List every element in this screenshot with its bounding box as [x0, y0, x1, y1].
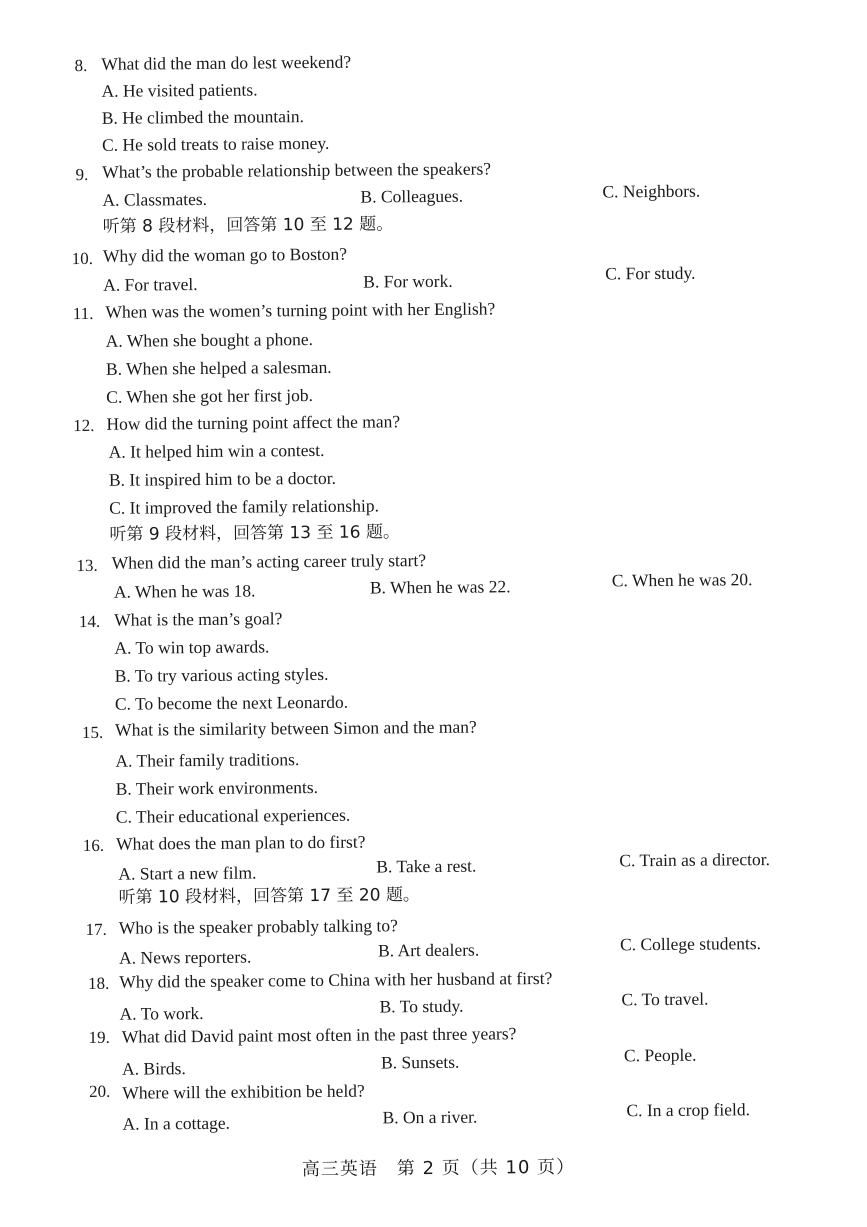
option-row — [119, 946, 251, 969]
question-text: What is the man’s goal? — [114, 608, 283, 630]
option-text: News reporters. — [140, 946, 252, 968]
option-label: A. — [119, 947, 137, 968]
option-label: C. — [605, 263, 622, 284]
option-row — [602, 180, 700, 203]
question-number: 11. — [72, 303, 94, 324]
option-text: To try various acting styles. — [134, 663, 329, 686]
option-text: When she bought a phone. — [126, 329, 314, 351]
page-footer: 高三英语 第 2 页（共 10 页） — [301, 1156, 576, 1181]
option-label: C. — [115, 806, 133, 827]
option-label: B. — [114, 665, 131, 686]
question-number: 15. — [81, 722, 104, 743]
question-number: 17. — [85, 919, 107, 940]
option-row — [114, 580, 256, 603]
option-row — [624, 1044, 697, 1067]
option-row — [120, 1002, 204, 1025]
option-label: A. — [114, 637, 132, 658]
option-row — [102, 132, 329, 156]
option-row — [102, 105, 304, 129]
option-text: To become the next Leonardo. — [134, 691, 349, 714]
option-label: A. — [103, 274, 121, 295]
section-instruction: 听第 8 段材料，回答第 10 至 12 题。 — [102, 214, 394, 237]
option-label: B. — [108, 469, 126, 490]
option-text: For study. — [625, 262, 696, 284]
option-text: Art dealers. — [397, 939, 480, 961]
option-label: B. — [105, 358, 123, 379]
option-text: Take a rest. — [396, 855, 477, 877]
option-text: For work. — [383, 270, 453, 292]
option-text: Their work environments. — [135, 776, 319, 799]
question-number: 19. — [88, 1027, 110, 1047]
option-text: He visited patients. — [122, 79, 258, 101]
question-text: What does the man plan to do first? — [116, 831, 366, 854]
option-label: B. — [101, 107, 118, 128]
option-text: He sold treats to raise money. — [122, 132, 330, 155]
option-row — [122, 1057, 186, 1080]
option-label: A. — [105, 330, 123, 351]
option-label: B. — [382, 1107, 399, 1128]
option-row — [381, 1051, 459, 1074]
option-row — [109, 467, 336, 491]
section-instruction: 听第 9 段材料，回答第 13 至 16 题。 — [109, 522, 401, 545]
option-text: Colleagues. — [380, 185, 464, 207]
option-label: C. — [619, 850, 636, 871]
option-row — [122, 1112, 230, 1135]
option-text: Neighbors. — [622, 180, 701, 202]
option-label: C. — [621, 989, 638, 1010]
option-label: A. — [115, 750, 133, 771]
question-text: Why did the speaker come to China with her husband at first? — [119, 967, 553, 992]
option-row — [109, 494, 379, 518]
option-label: B. — [115, 778, 132, 799]
option-row — [605, 262, 695, 285]
option-label: C. — [109, 497, 126, 518]
option-label: A. — [122, 1113, 140, 1134]
question-text: What did the man do lest weekend? — [101, 51, 352, 74]
option-row — [378, 939, 479, 962]
option-text: He climbed the mountain. — [122, 106, 305, 128]
option-row — [103, 273, 197, 296]
option-row — [620, 932, 761, 955]
option-row — [619, 848, 770, 871]
option-label: A. — [119, 1003, 137, 1024]
option-label: C. — [626, 1100, 643, 1121]
question-number: 8. — [74, 55, 88, 76]
option-label: A. — [118, 863, 136, 884]
option-text: It helped him win a contest. — [129, 439, 325, 462]
question-text: How did the turning point affect the man? — [106, 411, 401, 434]
option-label: C. — [114, 693, 132, 714]
option-text: To travel. — [641, 988, 709, 1010]
question-number: 16. — [82, 835, 105, 856]
option-row — [612, 568, 753, 591]
option-text: Start a new film. — [139, 862, 257, 884]
option-row — [115, 663, 329, 687]
question-text: When did the man’s acting career truly start? — [111, 550, 427, 573]
question-text: Who is the speaker probably talking to? — [118, 915, 398, 938]
question-number: 9. — [75, 164, 89, 185]
option-row — [370, 575, 511, 598]
option-text: When she helped a salesman. — [126, 356, 332, 379]
option-row — [379, 995, 463, 1018]
option-text: In a crop field. — [646, 1099, 750, 1121]
option-text: In a cottage. — [143, 1112, 231, 1134]
option-row — [116, 776, 319, 800]
option-row — [363, 270, 453, 293]
option-label: C. — [602, 181, 619, 202]
question-text: Why did the woman go to Boston? — [102, 243, 348, 266]
option-row — [115, 691, 348, 715]
option-row — [376, 855, 476, 878]
section-instruction: 听第 10 段材料，回答第 17 至 20 题。 — [118, 885, 420, 908]
option-label: A. — [108, 441, 126, 462]
option-row — [360, 185, 463, 208]
option-text: On a river. — [402, 1106, 478, 1128]
option-label: B. — [369, 577, 387, 598]
option-row — [102, 188, 207, 211]
option-label: C. — [623, 1045, 641, 1066]
question-number: 10. — [71, 248, 94, 269]
option-row — [109, 439, 325, 463]
option-label: A. — [101, 80, 119, 101]
question-text: What did David paint most often in the past three years? — [121, 1023, 517, 1047]
option-text: Their educational experiences. — [135, 804, 351, 827]
option-label: B. — [360, 186, 377, 207]
option-text: It improved the family relationship. — [129, 495, 380, 518]
option-row — [115, 748, 299, 772]
option-label: A. — [113, 581, 132, 602]
option-row — [101, 78, 257, 101]
option-row — [626, 1098, 750, 1121]
option-text: People. — [644, 1044, 697, 1066]
option-label: B. — [376, 856, 393, 877]
option-text: Birds. — [143, 1058, 186, 1079]
option-row — [116, 804, 351, 828]
option-row — [106, 328, 313, 352]
option-row — [106, 356, 332, 380]
option-label: B. — [363, 271, 380, 292]
question-text: Where will the exhibition be held? — [122, 1080, 365, 1103]
option-label: A. — [121, 1058, 140, 1079]
option-text: When she got her first job. — [126, 385, 314, 407]
option-text: When he was 20. — [631, 569, 753, 591]
option-label: B. — [379, 996, 396, 1017]
option-label: A. — [102, 189, 120, 210]
question-number: 13. — [76, 555, 98, 576]
option-text: For travel. — [124, 274, 198, 295]
option-text: Sunsets. — [401, 1051, 460, 1073]
option-text: To win top awards. — [135, 636, 270, 658]
option-row — [382, 1106, 477, 1129]
question-number: 14. — [78, 611, 101, 632]
option-label: C. — [101, 134, 119, 155]
option-text: It inspired him to be a doctor. — [129, 467, 337, 490]
option-text: College students. — [640, 933, 762, 955]
option-row — [106, 384, 313, 408]
option-row — [114, 635, 269, 658]
option-text: When he was 18. — [134, 580, 256, 602]
option-label: C. — [611, 570, 628, 591]
option-text: Train as a director. — [639, 849, 771, 871]
question-text: When was the women’s turning point with her English? — [105, 298, 496, 322]
option-label: B. — [380, 1052, 398, 1073]
option-row — [621, 988, 708, 1011]
option-label: C. — [106, 386, 123, 407]
question-text: What is the similarity between Simon and the man? — [115, 716, 477, 740]
option-text: To work. — [140, 1002, 204, 1024]
question-number: 12. — [73, 415, 95, 436]
option-text: To study. — [399, 995, 464, 1017]
option-text: When he was 22. — [389, 576, 511, 598]
question-text: What’s the probable relationship between the speakers? — [102, 158, 492, 182]
option-text: Their family traditions. — [136, 749, 300, 771]
question-number: 20. — [88, 1081, 111, 1101]
option-row — [118, 862, 256, 885]
option-text: Classmates. — [123, 188, 208, 210]
question-number: 18. — [88, 973, 110, 993]
option-label: B. — [377, 940, 395, 961]
option-label: C. — [619, 934, 637, 955]
